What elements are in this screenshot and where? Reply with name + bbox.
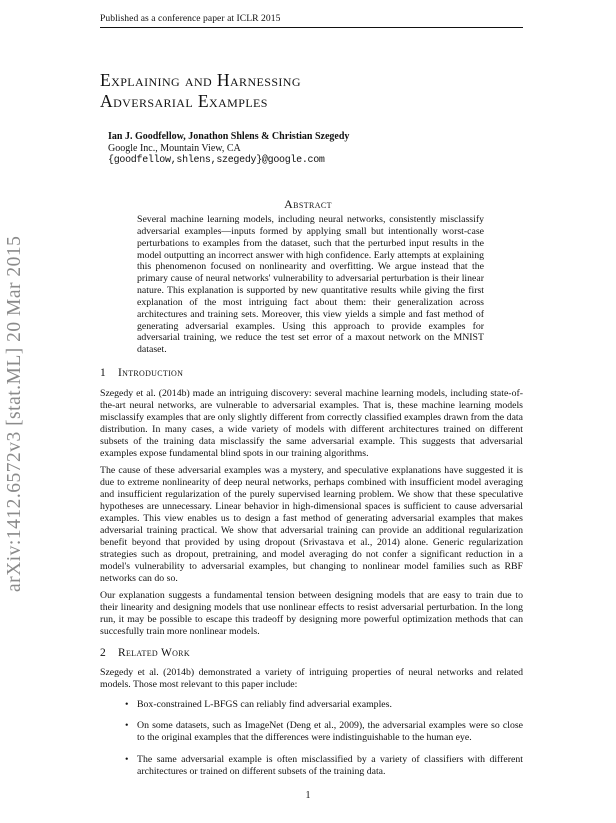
section-heading-related-work <box>100 647 190 659</box>
abstract-text: Several machine learning models, including neural networks, consistently misclassify adversarial examples—inputs formed by applying small but intentionally worst-case perturbations to examples from the dataset, such that the perturbed input results in the model outputting an incorrect answer with high confidence. Early attempts at explaining this phenomenon focused on nonlinearity and overfitting. We argue instead that the primary cause of neural networks' vulnerability to adversarial perturbation is their linear nature. This explanation is supported by new quantitative results while giving the first explanation of the most intriguing fact about them: their generalization across architectures and training sets. Moreover, this view yields a simple and fast method of generating adversarial examples. Using this approach to provide examples for adversarial training, we reduce the test set error of a maxout network on the MNIST dataset. <box>137 214 484 356</box>
section-heading-introduction <box>100 367 183 379</box>
header-rule <box>100 27 523 28</box>
title-line-2: Adversarial Examples <box>100 91 268 111</box>
bullet-item: • On some datasets, such as ImageNet (Deng et al., 2009), the adversarial examples were so close to the original examples that the differences were indistinguishable to the human eye. <box>125 720 523 744</box>
related-work-bullets <box>125 699 523 787</box>
section-number: 1 <box>100 367 107 379</box>
intro-paragraph-3: Our explanation suggests a fundamental tension between designing models that are easy to train due to their linearity and designing models that use nonlinear effects to resist adversarial perturbation. In the long run, it may be possible to escape this tradeoff by designing more powerful optimization methods that can succesfully train more nonlinear models. <box>100 590 523 637</box>
bullet-item: • Box-constrained L-BFGS can reliably find adversarial examples. <box>125 699 523 711</box>
section-title: Related Work <box>118 647 190 659</box>
running-header: Published as a conference paper at ICLR 2015 <box>100 13 281 24</box>
section-number: 2 <box>100 647 107 659</box>
paper-title <box>100 70 301 112</box>
title-line-1: Explaining and Harnessing <box>100 70 301 90</box>
authors: Ian J. Goodfellow, Jonathon Shlens & Christian Szegedy <box>108 131 350 142</box>
author-email: {goodfellow,shlens,szegedy}@google.com <box>108 155 325 166</box>
related-work-paragraph: Szegedy et al. (2014b) demonstrated a variety of intriguing properties of neural networks and related models. Those most relevant to this paper include: <box>100 667 523 690</box>
affiliation: Google Inc., Mountain View, CA <box>108 143 241 154</box>
intro-paragraph-2: The cause of these adversarial examples was a mystery, and speculative explanations have suggested it is due to extreme nonlinearity of deep neural networks, perhaps combined with insufficient model averaging and insufficient regularization of the purely supervised learning problem. We show that these speculative hypotheses are unnecessary. Linear behavior in high-dimensional spaces is sufficient to cause adversarial examples. This view enables us to design a fast method of generating adversarial examples that makes adversarial training practical. We show that adversarial training can provide an additional regularization benefit beyond that provided by using dropout (Srivastava et al., 2014) alone. Generic regularization strategies such as dropout, pretraining, and model averaging do not confer a significant reduction in a model's vulnerability to adversarial examples, but changing to nonlinear model families such as RBF networks can do so. <box>100 465 523 584</box>
abstract-heading: Abstract <box>284 197 332 211</box>
bullet-item: • The same adversarial example is often misclassified by a variety of classifiers with different architectures or trained on different subsets of the training data. <box>125 754 523 778</box>
arxiv-stamp: arXiv:1412.6572v3 [stat.ML] 20 Mar 2015 <box>4 235 25 592</box>
page-number: 1 <box>305 790 311 801</box>
section-title: Introduction <box>118 367 184 379</box>
intro-paragraph-1: Szegedy et al. (2014b) made an intriguing discovery: several machine learning models, including state-of-the-art neural networks, are vulnerable to adversarial examples. That is, these machine learning models misclassify examples that are only slightly different from correctly classified examples drawn from the data distribution. In many cases, a wide variety of models with different architectures trained on different subsets of the training data misclassify the same adversarial example. This suggests that adversarial examples expose fundamental blind spots in our training algorithms. <box>100 388 523 459</box>
